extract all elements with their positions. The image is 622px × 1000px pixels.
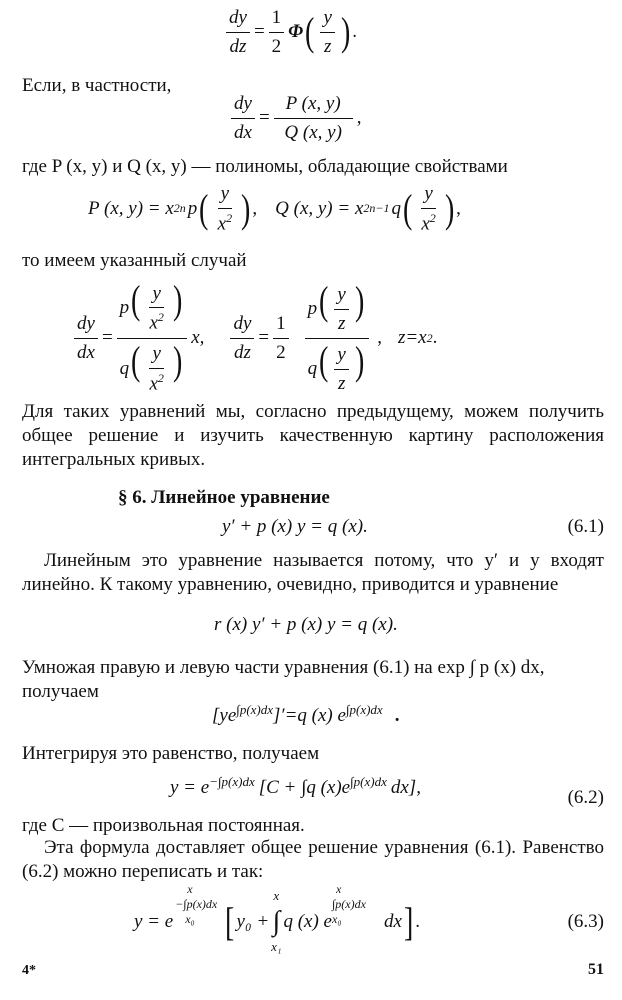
equation-6-3: y = e x −∫p(x)dx x₀ [ y₀ + x ∫ x₁ q (x) e x ∫p(x)dx x₀ dx ] . — [134, 882, 420, 955]
paragraph-linear: Линейным это уравнение называется потому, что y′ и y входят линейно. К такому уравнению, очевидно, приводится и уравнение — [22, 550, 604, 595]
paragraph-general-solution: Для таких уравнений мы, согласно предыдущему, можем получить общее решение и изучить качественную картину расположения интегральных кривых. — [22, 401, 604, 470]
formula-case: $\frac{dy}{dx}$ = p( $\frac{y}{x^2}$ ) q( $\frac{y}{x^2}$ ) x, $\frac{dy}{dz}$ = $\frac{1}{2}$ p( $\frac{y}{z}$ ) q( $\frac{y}{z}$ ) , z=x 2 . — [70, 280, 437, 396]
paragraph-multiply: Умножая правую и левую части уравнения (6.1) на exp ∫ p (x) dx, — [22, 657, 545, 678]
text-get: получаем — [22, 681, 99, 702]
book-page — [22, 0, 604, 1000]
equation-6-2-number: (6.2) — [567, 787, 604, 808]
text-we-have-case: то имеем указанный случай — [22, 250, 247, 271]
formula-top: $\frac{dy}{dz}$ = $\frac{1}{2}$ Φ ( $\frac{y}{z}$ ) . — [222, 6, 357, 59]
equation-6-3-number: (6.3) — [567, 911, 604, 932]
text-if-in-particular: Если, в частности, — [22, 75, 172, 96]
text-where-polynomials: где P (x, y) и Q (x, y) — полиномы, обладающие свойствами — [22, 156, 508, 177]
text-integrating: Интегрируя это равенство, получаем — [22, 743, 320, 764]
text-arbitrary-constant: где C — произвольная постоянная. — [22, 815, 305, 836]
equation-6-2: y = e $^{-\int p(x)dx}$ [C + ∫q (x)e $^{\int p(x)dx}$ dx], — [170, 773, 421, 798]
paragraph-formula-gives: Эта формула доставляет общее решение уравнения (6.1). Равенство (6.2) можно переписать и так: — [22, 837, 604, 882]
equation-6-1: y′ + p (x) y = q (x). — [222, 516, 368, 537]
section-heading: § 6. Линейное уравнение — [118, 487, 330, 508]
formula-properties: P (x, y) = x 2n p ( $\frac{y}{x^2}$ ) , Q (x, y) = x 2n−1 q ( $\frac{y}{x^2}$ ) , — [88, 183, 461, 235]
equation-multiplied: [ye $^{\int p(x)dx}$ ]′=q (x) e $^{\int p(x)dx}$ . — [212, 701, 400, 726]
formula-pq: $\frac{dy}{dx}$ = $\frac{P (x, y)}{Q (x, y)}$ , — [227, 92, 361, 145]
equation-r: r (x) y′ + p (x) y = q (x). — [214, 614, 398, 635]
equation-6-1-number: (6.1) — [567, 516, 604, 537]
footer-signature: 4* — [22, 963, 36, 978]
page-number: 51 — [588, 961, 604, 978]
